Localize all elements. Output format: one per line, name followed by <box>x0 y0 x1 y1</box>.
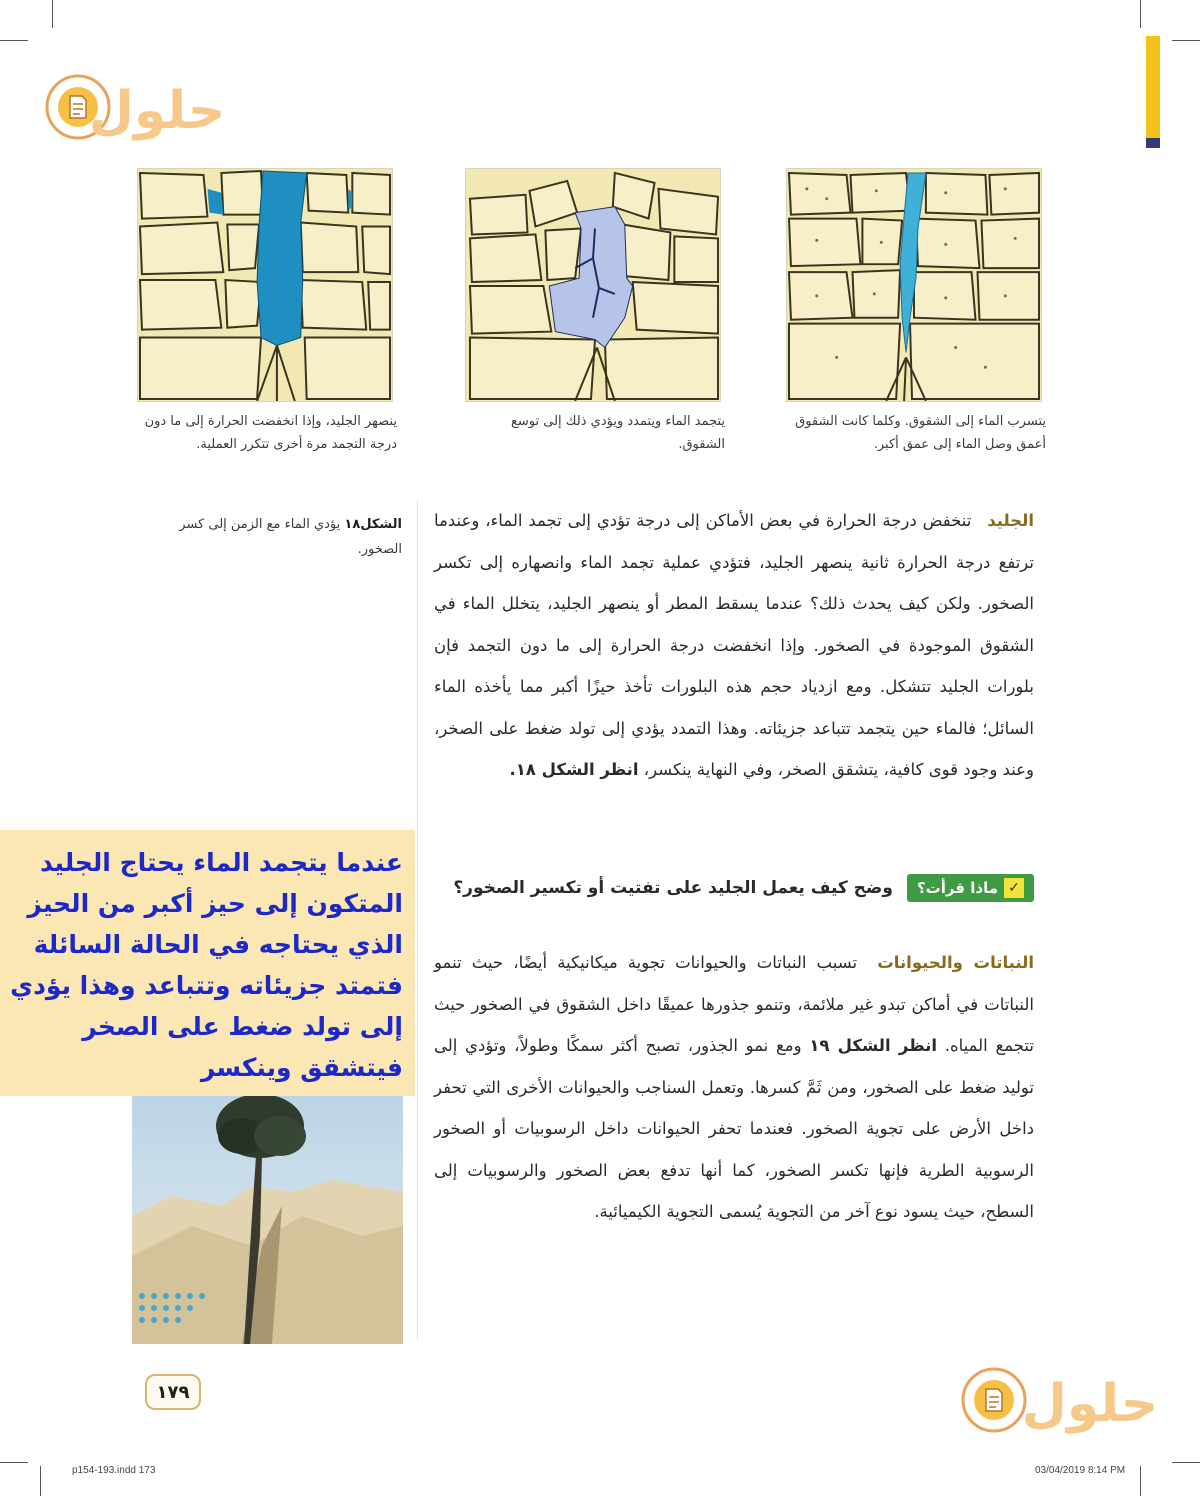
crop-mark <box>1140 1466 1141 1496</box>
heading-plants: النباتات والحيوانات <box>877 953 1034 972</box>
plants-text-a: تسبب النباتات والحيوانات تجوية ميكانيكية أيضًا، حيث تنمو النباتات في أماكن تبدو غير ملائمة، وتنمو جذورها عميقًا داخل الشقوق في الصخور حيث تتجمع المياه. <box>434 953 1035 1055</box>
checkmark-icon: ✓ <box>1004 878 1024 898</box>
logo-text: حلول <box>88 81 226 141</box>
crop-mark <box>52 0 53 28</box>
badge-label: ماذا قرأت؟ <box>916 879 998 897</box>
brand-logo <box>960 1355 1170 1445</box>
column-divider <box>417 500 418 1340</box>
tree-on-rock-photo <box>132 1096 403 1344</box>
heading-ice: الجليد <box>987 511 1034 530</box>
figure-label-text: يؤدي الماء مع الزمن إلى كسر الصخور. <box>179 517 402 557</box>
chapter-tab-marker <box>1146 138 1160 148</box>
ice-text: تنخفض درجة الحرارة في بعض الأماكن إلى درجة تؤدي إلى تجمد الماء، وعندما ترتفع درجة الحرارة ثانية ينصهر الجليد، فتؤدي عملية تجمد الماء وانصهاره إلى تكسر الصخور. ولكن كيف يحدث ذلك؟ عندما يسقط المطر أو ينصهر الجليد، يتخلل الماء في الشقوق الموجودة في الصخور. وإذا انخفضت درجة الحرارة إلى ما دون التجمد فإن بلورات الجليد تتشكل. ومع ازدياد حجم هذه البلورات تأخذ حيزًا أكبر مما يأخذه الماء السائل؛ فالماء حين يتجمد تتباعد جزيئاته. وهذا التمدد يؤدي إلى تولد ضغط على الصخر، وعند وجود قوى كافية، يتشقق الصخر، وفي النهاية ينكسر، <box>434 511 1034 779</box>
annotation-note <box>0 830 415 1096</box>
what-did-you-read-badge <box>907 874 1034 902</box>
plants-text-b: ومع نمو الجذور، تصبح أكثر سمكًا وطولاً، وتؤدي إلى توليد ضغط على الصخور، ومن ثَمَّ كسرها. وتعمل السناجب والحيوانات الأخرى التي تحفر داخل الأرض على تجوية الصخور. فعندما تحفر الحيوانات داخل الرسوبيات أو الصخور الرسوبية الطرية فإنها تكسر الصخور، كما أنها تدفع بعض الصخور والرسوبيات إلى السطح، حيث يسود نوع آخر من التجوية يُسمى التجوية الكيميائية. <box>434 1036 1034 1221</box>
chapter-tab <box>1146 36 1160 146</box>
figure-caption-3: ينصهر الجليد، وإذا انخفضت الحرارة إلى ما دون درجة التجمد مرة أخرى تتكرر العملية. <box>144 414 397 452</box>
crop-mark <box>1172 1462 1200 1463</box>
slug-date: 03/04/2019 8:14 PM <box>1035 1465 1126 1476</box>
slug-file: p154-193.indd 173 <box>72 1465 156 1476</box>
figure-caption-1: يتسرب الماء إلى الشقوق. وكلما كانت الشقوق أعمق وصل الماء إلى عمق أكبر. <box>795 414 1046 452</box>
paragraph-ice <box>434 500 1034 791</box>
annotation-text: عندما يتجمد الماء يحتاج الجليد المتكون إلى حيز أكبر من الحيز الذي يحتاجه في الحالة السائلة فتمتد جزيئاته وتتباعد وهذا يؤدي إلى تولد ضغط على الصخر فيتشقق وينكسر <box>10 848 403 1082</box>
figure-ref-19: انظر الشكل ١٩ <box>809 1036 938 1055</box>
paragraph-plants <box>434 942 1034 1233</box>
figure-caption-2: يتجمد الماء ويتمدد ويؤدي ذلك إلى توسع الشقوق. <box>510 414 725 452</box>
figure-ref-18: انظر الشكل ١٨. <box>509 760 639 779</box>
crop-mark <box>1140 0 1141 28</box>
figure-label-number: الشكل١٨ <box>344 517 402 532</box>
figure-panel-ice-melts <box>137 168 393 402</box>
crop-mark <box>0 1462 28 1463</box>
logo-text: حلول <box>1021 1374 1159 1434</box>
crop-mark <box>1172 40 1200 41</box>
crop-mark <box>40 1466 41 1496</box>
what-did-you-read <box>434 868 1034 908</box>
figure-panel-water-freezes <box>465 168 721 402</box>
figure-panel-water-seeps <box>786 168 1042 402</box>
page-number: ١٧٩ <box>145 1374 201 1410</box>
question-text: وضح كيف يعمل الجليد على تفتيت أو تكسير الصخور؟ <box>453 878 893 898</box>
figure-label <box>132 512 402 562</box>
crop-mark <box>0 40 28 41</box>
brand-logo <box>22 62 232 152</box>
